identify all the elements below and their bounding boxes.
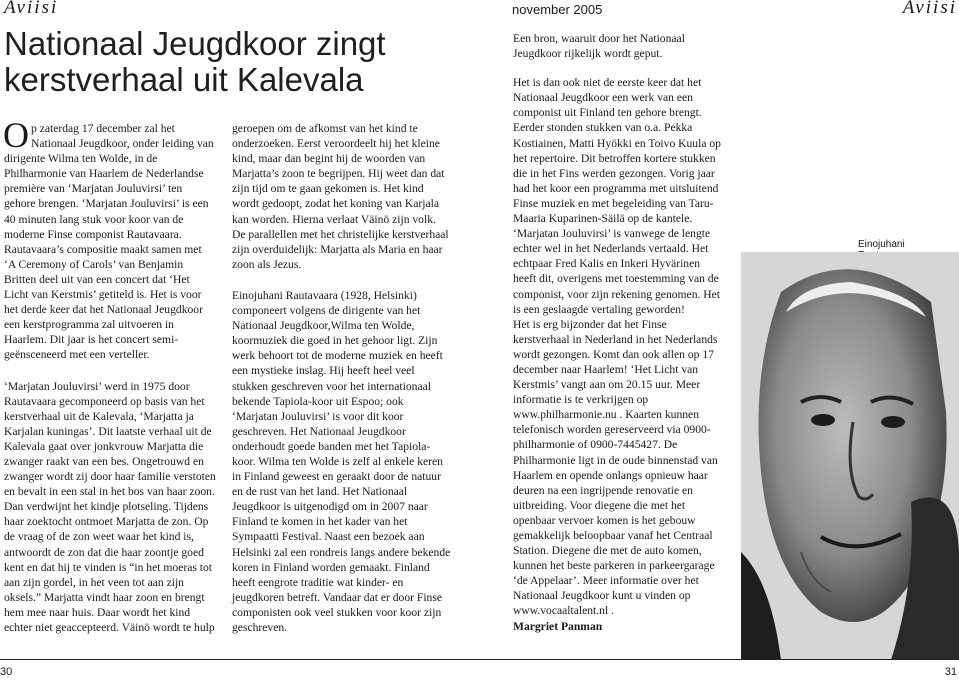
article-column-1 [3,115,216,635]
page-number-right: 31 [944,666,957,678]
portrait-illustration [741,252,959,660]
paragraph: ‘Marjatan Jouluvirsi’ werd in 1975 door Rautavaara gecomponeerd op basis van het kerstverhaal uit de Kalevala, ‘Marjatta ja Karjalan kuningas’. Dit laatste verhaal uit de Kalevala gaat over jonkvrouw Marjatta die zwanger raakt van een bes. Ongetrouwd en zwanger wordt zij door haar familie verstoten en bevalt in een stal in het bos van haar zoon. Dan verdwijnt het kindje plotseling. Tijdens haar zoektocht ontmoet Marjatta de zon. Op de vraag of de zon weet waar het kind is, antwoordt de zon dat die haar zoontje goed kent en dat hij te vinden is “in het moeras tot aan zijn gordel, in het veen tot aan zijn oksels.” Marjatta vindt haar zoon en brengt hem mee naar huis. Daar wordt het kind echter niet geaccepteerd. Väinö wordt te hulp [4,379,216,634]
footer-divider [0,659,959,660]
paragraph: Het is dan ook niet de eerste keer dat het Nationaal Jeugdkoor een werk van een componist uit Finland ten gehore brengt. Eerder stonden stukken van o.a. Pekka Kostiainen, Matti Hyökki en Toivo Kuula op het repertoire. Dit betroffen kortere stukken die in het Fins werden gezongen. Vorig jaar had het koor een programma met uitsluitend Finse muziek en met begeleiding van Taru-Maaria Kuparinen-Säilä op de kantele. ‘Marjatan Jouluvirsi’ is vanwege de lengte echter wel in het Nederlands vertaald. Het echtpaar Fred Kalis en Inkeri Hyvärinen heeft dit, overigens met toestemming van de componist, voor zijn rekening genomen. Het is een geslaagde vertaling geworden! [513,76,721,316]
author-name: Margriet Panman [513,619,603,633]
masthead-right: Aviisi [902,0,957,18]
page-number-left: 30 [0,666,13,678]
masthead-left: Aviisi [4,0,59,18]
article-column-3 [513,31,725,634]
photo-caption: Einojuhani [858,239,905,250]
paragraph: Het is erg bijzonder dat het Finse kerstverhaal in Nederland in het Nederlands wordt gezongen. Komt dan ook allen op 17 december naar Haarlem! ‘Het Licht van Kerstmis’ vangt aan om 20.15 uur. Meer informatie is te verkrijgen op www.philharmonie.nu . Kaarten kunnen telefonisch worden gereserveerd via 0900-philharmonie of 0900-7445427. De Philharmonie ligt in de oude binnenstad van Haarlem en opende onlangs opnieuw haar deuren na een ingrijpende renovatie en uitbreiding. Voor diegene die met het openbaar vervoer komen is het gebouw gemakkelijk beloopbaar vanaf het Centraal Station. Diegene die met de auto komen, kunnen het beste parkeren in parkeergarage ‘de Appelaar’. Meer informatie over het Nationaal Jeugdkoor kunt u vinden op www.vocaaltalent.nl . [513,317,718,618]
issue-date: november 2005 [512,2,603,17]
drop-cap: O [3,115,29,155]
paragraph: geroepen om de afkomst van het kind te onderzoeken. Eerst veroordeelt hij het kleine kind, maar dan begint hij de woorden van Marjatta’s zoon te begrijpen. Hij weet dan dat zijn tijd om te gaan gekomen is. Het kind wordt gedoopt, zodat het koning van Karjala kan worden. Hierna verlaat Väinö zijn volk. De parallellen met het christelijke kerstverhaal zijn overduidelijk: Marjatta als Maria en haar zoon als Jezus. [232,122,449,271]
article-column-2 [232,121,452,635]
article-title [4,26,454,98]
paragraph: Een bron, waaruit door het Nationaal Jeugdkoor rijkelijk wordt geput. [513,32,685,61]
composer-portrait-photo [741,252,959,660]
title-line-1: Nationaal Jeugdkoor zingt [4,25,386,62]
paragraph: Einojuhani Rautavaara (1928, Helsinki) componeert volgens de dirigente van het Nationaal Jeugdkoor,Wilma ten Wolde, koormuziek die goed in het gehoor ligt. Zijn werk behoort tot de moderne muziek en heeft een mystieke inslag. Hij heeft heel veel stukken geschreven voor het internationaal bekende Tapiola-koor uit Espoo; ook ‘Marjatan Jouluvirsi’ is voor dit koor geschreven. Het Nationaal Jeugdkoor onderhoudt goede banden met het Tapiola-koor. Wilma ten Wolde is zelf al enkele keren in Finland geweest en geraakt door de natuur en de rust van het land. Het Nationaal Jeugdkoor is uitgenodigd om in 2007 naar Finland te komen in het kader van het Sympaatti Festival. Naast een bezoek aan Helsinki zal een rondreis langs andere bekende koren in Finland worden gemaakt. Finland heeft eengrote traditie wat kinder- en jeugdkoren betreft. Vandaar dat er door Finse componisten ook veel stukken voor koor zijn geschreven. [232,288,451,634]
title-line-2: kerstverhaal uit Kalevala [4,61,364,98]
paragraph: Op zaterdag 17 december zal het Nationaal Jeugdkoor, onder leiding van dirigente Wilma ten Wolde, in de Philharmonie van Haarlem de Nederlandse première van ‘Marjatan Jouluvirsi’ ten gehore brengen. ‘Marjatan Jouluvirsi’ is een 40 minuten lang stuk voor koor van de moderne Finse componist Rautavaara. Rautavaara’s compositie maakt samen met ‘A Ceremony of Carols’ van Benjamin Britten deel uit van een concert dat ‘Het Licht van Kerstmis’ getiteld is. Het is voor het derde keer dat het Nationaal Jeugdkoor een kerstprogramma zal uitvoeren in Haarlem. Dit jaar is het concert semi-geënsceneerd met een verteller. [3,115,214,362]
